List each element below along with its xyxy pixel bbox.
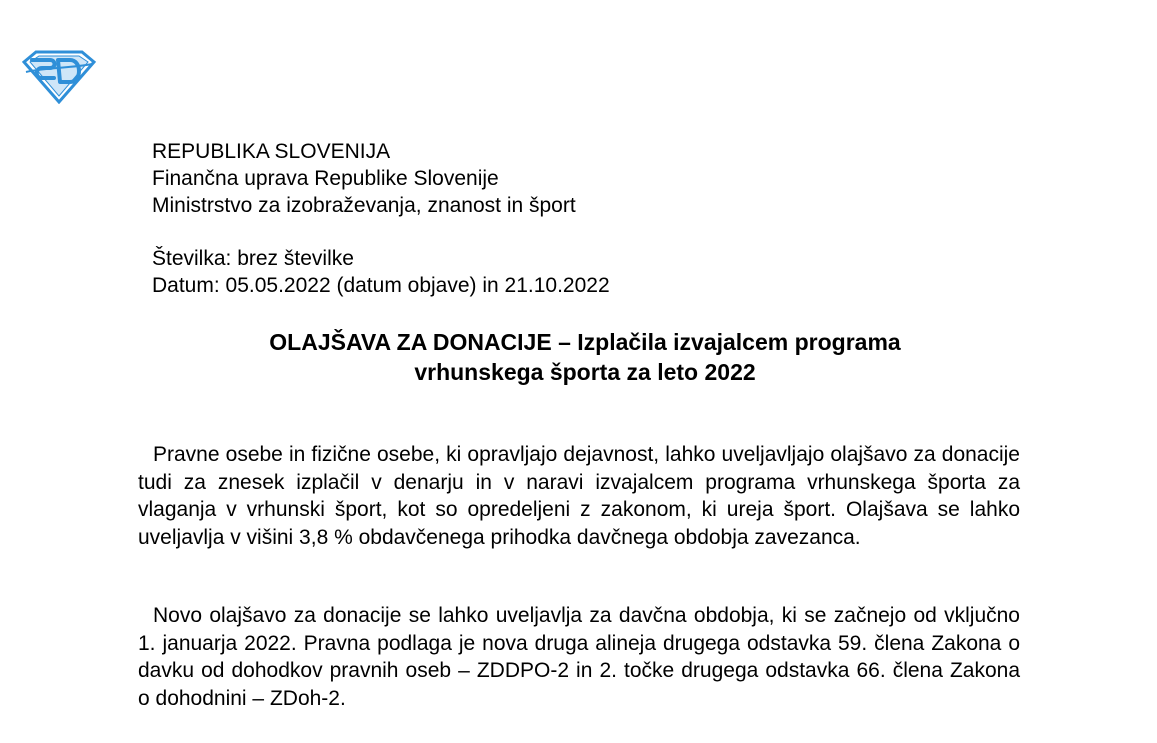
document-meta <box>152 245 610 299</box>
body-paragraph-2: Novo olajšavo za donacije se lahko uveljavlja za davčna obdobja, ki se začnejo od vključno 1. januarja 2022. Pravna podlaga je nova druga alineja drugega odstavka 59. člena Zakona o davku od dohodkov pravnih oseb – ZDDPO-2 in 2. točke drugega odstavka 66. člena Zakona o dohodnini – ZDoh-2. <box>138 604 1020 710</box>
fu-shield-logo-icon <box>22 48 96 104</box>
issuer-block <box>152 138 576 219</box>
issuer-ministry: Ministrstvo za izobraževanja, znanost in šport <box>152 194 576 217</box>
logo <box>22 48 96 104</box>
document-title-line-1: OLAJŠAVA ZA DONACIJE – Izplačila izvajalcem programa <box>269 329 901 355</box>
document-date: Datum: 05.05.2022 (datum objave) in 21.10.2022 <box>152 274 610 297</box>
body-paragraph-1: Pravne osebe in fizične osebe, ki opravljajo dejavnost, lahko uveljavljajo olajšavo za donacije tudi za znesek izplačil v denarju in v naravi izvajalcem programa vrhunskega športa za vlaganja v vrhunski šport, kot so opredeljeni z zakonom, ki ureja šport. Olajšava se lahko uveljavlja v višini 3,8 % obdavčenega prihodka davčnega obdobja zavezanca. <box>138 443 1020 549</box>
issuer-country: REPUBLIKA SLOVENIJA <box>152 140 391 163</box>
issuer-financial-administration: Finančna uprava Republike Slovenije <box>152 167 499 190</box>
document-title-line-2: vrhunskega športa za leto 2022 <box>414 359 756 385</box>
document-number: Številka: brez številke <box>152 247 354 270</box>
document-title <box>140 327 1030 387</box>
